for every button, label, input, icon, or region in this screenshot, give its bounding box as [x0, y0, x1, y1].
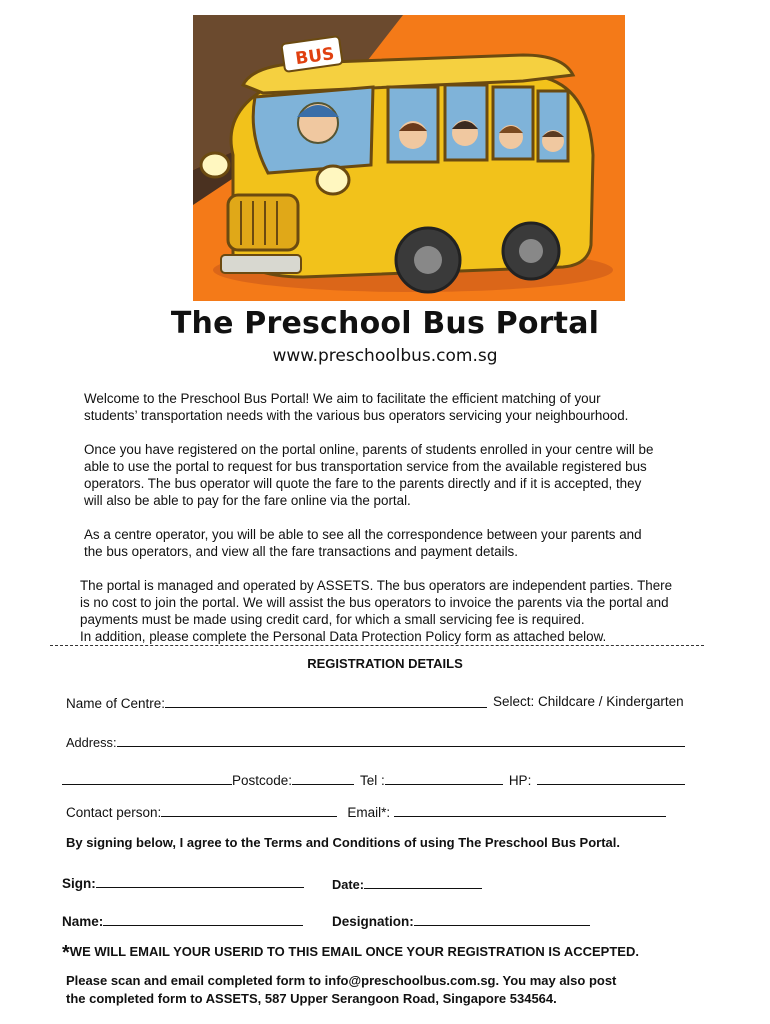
intro-paragraph-3 [84, 526, 642, 560]
asterisk-mark: * [62, 942, 70, 964]
sign-label: Sign: [62, 876, 96, 891]
date-row [332, 875, 482, 892]
contact-row [66, 803, 666, 820]
centre-type-select[interactable]: Select: Childcare / Kindergarten [493, 694, 684, 709]
name-row [62, 912, 303, 929]
sign-field[interactable] [96, 874, 304, 888]
name-of-centre-label: Name of Centre: [66, 696, 166, 711]
footer-line: Please scan and email completed form to info@preschoolbus.com.sg. You may also post [66, 973, 617, 988]
footer-instructions [66, 972, 616, 1008]
postcode-field[interactable] [292, 771, 354, 785]
cut-line-divider [50, 645, 704, 646]
intro-paragraph-4 [80, 577, 672, 645]
hp-field[interactable] [537, 771, 685, 785]
website-url: www.preschoolbus.com.sg [272, 346, 498, 366]
text-line: The portal is managed and operated by ASSETS. The bus operators are independent parties. There [80, 578, 673, 593]
date-label: Date: [332, 877, 364, 892]
date-field[interactable] [364, 875, 482, 889]
tel-field[interactable] [385, 771, 503, 785]
designation-label: Designation: [332, 914, 414, 929]
address-contact-row [62, 771, 685, 788]
hp-label: HP: [508, 773, 532, 788]
text-line: In addition, please complete the Personal Data Protection Policy form as attached below. [80, 629, 607, 644]
text-line: payments must be made using credit card, for which a small servicing fee is required. [80, 612, 585, 627]
text-line: able to use the portal to request for bus transportation service from the available registered bus [84, 459, 647, 474]
tel-label: Tel : [360, 773, 385, 788]
text-line: Welcome to the Preschool Bus Portal! We aim to facilitate the efficient matching of your [84, 391, 601, 406]
name-field[interactable] [103, 912, 303, 926]
address-line-2-field[interactable] [62, 771, 232, 785]
intro-paragraph-1 [84, 390, 628, 424]
intro-paragraph-2 [84, 441, 653, 509]
contact-person-field[interactable] [161, 803, 337, 817]
text-line: As a centre operator, you will be able to see all the correspondence between your parents and [84, 527, 642, 542]
sign-row [62, 874, 304, 891]
email-notice-text: WE WILL EMAIL YOUR USERID TO THIS EMAIL ONCE YOUR REGISTRATION IS ACCEPTED. [69, 944, 639, 959]
email-notice [62, 942, 639, 965]
agreement-statement: By signing below, I agree to the Terms and Conditions of using The Preschool Bus Portal. [66, 835, 621, 850]
school-bus-illustration [193, 15, 625, 301]
name-of-centre-row [66, 694, 487, 711]
address-label: Address: [66, 735, 117, 750]
footer-line: the completed form to ASSETS, 587 Upper Serangoon Road, Singapore 534564. [66, 991, 557, 1006]
name-label: Name: [62, 914, 104, 929]
designation-field[interactable] [414, 912, 590, 926]
text-line: Once you have registered on the portal online, parents of students enrolled in your centre will be [84, 442, 654, 457]
text-line: is no cost to join the portal. We will assist the bus operators to invoice the parents via the portal and [80, 595, 669, 610]
email-field[interactable] [394, 803, 666, 817]
text-line: operators. The bus operator will quote the fare to the parents directly and if it is accepted, they [84, 476, 642, 491]
address-field[interactable] [117, 733, 685, 747]
text-line: will also be able to pay for the fare online via the portal. [84, 493, 411, 508]
registration-header: REGISTRATION DETAILS [307, 656, 463, 671]
bus-sign-text: BUS [294, 44, 336, 70]
designation-row [332, 912, 590, 929]
postcode-label: Postcode: [232, 773, 293, 788]
email-label: Email*: [347, 805, 391, 820]
page-title: The Preschool Bus Portal [170, 306, 600, 341]
contact-person-label: Contact person: [66, 805, 162, 820]
text-line: the bus operators, and view all the fare transactions and payment details. [84, 544, 518, 559]
address-row [66, 733, 685, 750]
name-of-centre-field[interactable] [165, 694, 487, 708]
text-line: students’ transportation needs with the various bus operators servicing your neighbourhood. [84, 408, 629, 423]
